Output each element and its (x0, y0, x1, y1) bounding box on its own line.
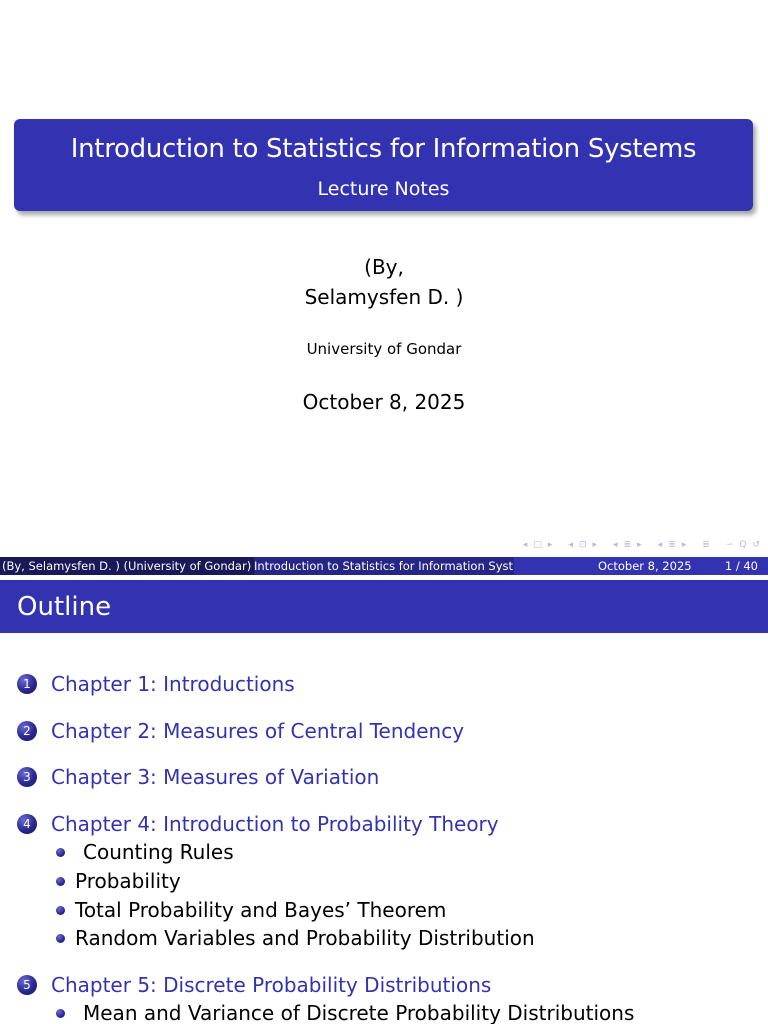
numbered-ball-icon: 5 (17, 975, 37, 995)
numbered-ball-icon: 1 (17, 674, 37, 694)
toc-link-chapter-2[interactable]: Chapter 2: Measures of Central Tendency (51, 719, 465, 743)
nav-prev-frame-icon[interactable]: ◂ (568, 540, 573, 550)
toc-sublink-mean-variance[interactable]: Mean and Variance of Discrete Probability Distributions (83, 1001, 635, 1024)
table-of-contents (0, 633, 768, 1024)
bullet-icon (56, 934, 65, 943)
nav-subsection-icon[interactable]: ≣ (623, 540, 632, 550)
numbered-ball-icon: 2 (17, 721, 37, 741)
nav-section-icon[interactable]: ≣ (668, 540, 676, 550)
numbered-ball-icon: 4 (17, 814, 37, 834)
footline-title: Introduction to Statistics for Information Syst (254, 559, 514, 573)
bullet-icon (56, 1009, 65, 1018)
nav-next-section-icon[interactable]: ▸ (681, 540, 687, 550)
nav-next-slide-icon[interactable]: ▸ (547, 540, 553, 550)
nav-back-icon[interactable]: ∽ (725, 540, 734, 550)
toc-link-chapter-4[interactable]: Chapter 4: Introduction to Probability Theory (51, 812, 499, 836)
nav-next-subsection-icon[interactable]: ▸ (637, 540, 642, 550)
bullet-icon (56, 848, 65, 857)
nav-next-frame-icon[interactable]: ▸ (592, 540, 598, 550)
nav-prev-section-icon[interactable]: ◂ (657, 540, 663, 550)
footline-author: (By, Selamysfen D. ) (University of Gondar) (0, 557, 254, 575)
nav-forward-icon[interactable]: ↺ (752, 540, 760, 550)
bullet-icon (56, 877, 65, 886)
footline-page-number: 1 / 40 (724, 559, 758, 573)
nav-frame-icon[interactable]: ⊡ (578, 540, 587, 550)
institute: University of Gondar (306, 340, 462, 358)
author-line-1: (By, (364, 255, 404, 279)
presentation-date: October 8, 2025 (302, 390, 466, 414)
footline (0, 557, 768, 575)
toc-sublink-bayes[interactable]: Total Probability and Bayes’ Theorem (75, 898, 447, 922)
nav-prev-subsection-icon[interactable]: ◂ (613, 540, 618, 550)
nav-document-icon[interactable]: ≣ (702, 540, 710, 550)
footline-date-page (514, 557, 768, 575)
nav-prev-slide-icon[interactable]: ◂ (522, 540, 528, 550)
outline-frame-title-bar (0, 580, 768, 633)
frame-title: Outline (17, 592, 112, 622)
footline-date: October 8, 2025 (598, 559, 692, 573)
toc-link-chapter-1[interactable]: Chapter 1: Introductions (51, 672, 295, 696)
toc-sublink-random-variables[interactable]: Random Variables and Probability Distribution (75, 926, 535, 950)
toc-link-chapter-5[interactable]: Chapter 5: Discrete Probability Distributions (51, 973, 492, 997)
toc-sublink-probability[interactable]: Probability (75, 869, 181, 893)
toc-link-chapter-3[interactable]: Chapter 3: Measures of Variation (51, 765, 380, 789)
numbered-ball-icon: 3 (17, 767, 37, 787)
author-block (0, 252, 768, 312)
beamer-navigation-bar (521, 538, 762, 552)
toc-sublink-counting-rules[interactable]: Counting Rules (83, 840, 234, 864)
nav-slide-icon[interactable]: □ (533, 540, 542, 550)
author-line-2: Selamysfen D. ) (304, 285, 464, 309)
presentation-title: Introduction to Statistics for Information Systems (70, 134, 697, 164)
bullet-icon (56, 906, 65, 915)
presentation-subtitle: Lecture Notes (317, 178, 450, 200)
title-block (14, 119, 753, 211)
nav-search-icon[interactable]: Q (739, 540, 747, 550)
